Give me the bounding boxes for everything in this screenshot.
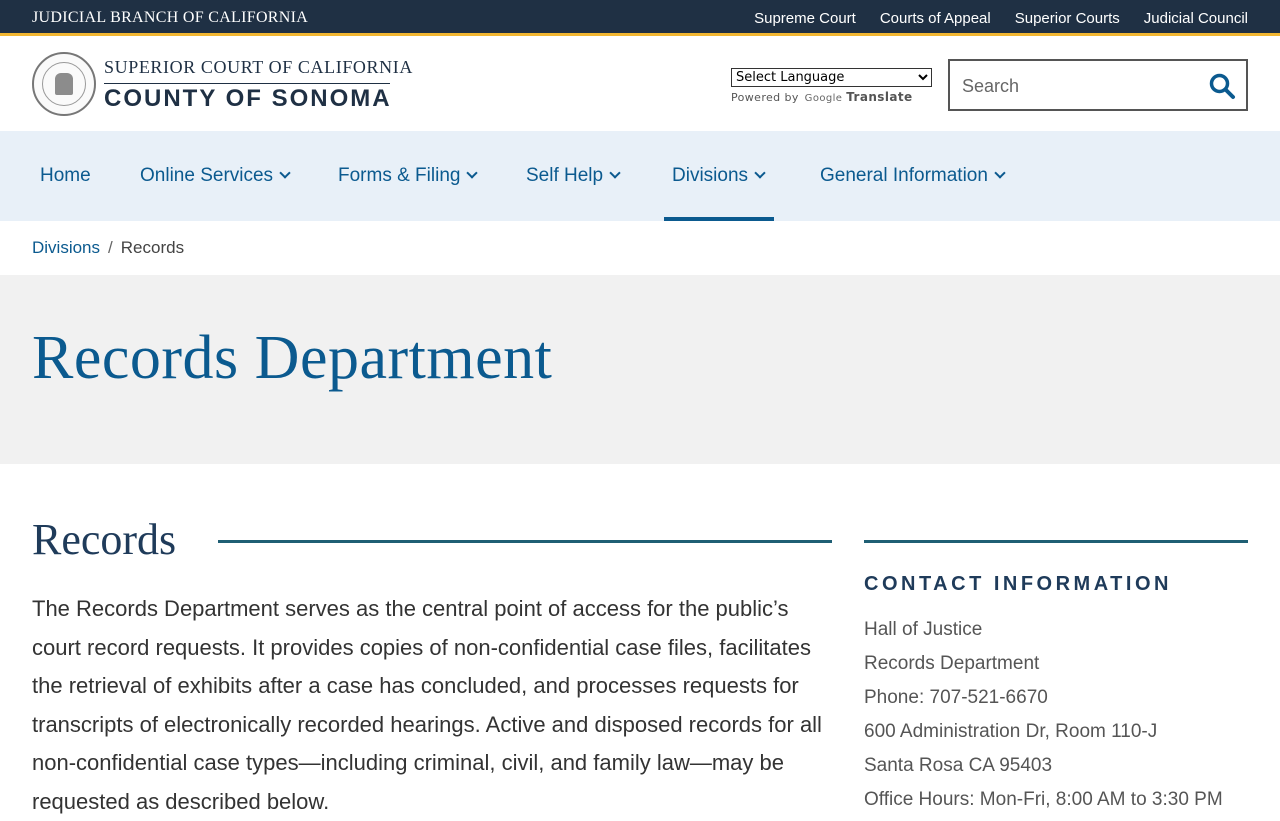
breadcrumb [32, 238, 184, 258]
contact-phone[interactable]: Phone: 707-521-6670 [864, 687, 1048, 708]
chevron-down-icon [754, 167, 765, 178]
search-icon[interactable] [1208, 72, 1236, 100]
search-input[interactable] [962, 71, 1202, 101]
records-description: The Records Department serves as the central point of access for the public’s court record requests. It provides copies of non-confidential case files, facilitates the retrieval of exhibits after a case has concluded, and processes requests for transcripts of electronically recorded hearings. Active and disposed records for all non-confidential case types—including criminal, civil, and family law—may be requested as described below. [32, 596, 822, 814]
breadcrumb-current: Records [120, 238, 185, 257]
nav-item-self-help[interactable] [526, 131, 619, 221]
site-header [0, 39, 1280, 131]
court-seal-logo[interactable] [32, 52, 96, 116]
sidebar-divider [864, 540, 1248, 543]
page-hero [0, 275, 1280, 464]
nav-item-general-information[interactable] [820, 131, 1004, 221]
nav-item-online-services[interactable] [140, 131, 289, 221]
powered-by-label: Powered by [731, 91, 799, 104]
section-title: Records [32, 515, 177, 564]
contact-info-list [864, 613, 1264, 817]
contact-department: Records Department [864, 653, 1040, 674]
chevron-down-icon [609, 167, 620, 178]
powered-by-google [731, 90, 932, 104]
main-navigation [0, 131, 1280, 221]
contact-location: Hall of Justice [864, 619, 983, 640]
logo-title-line1[interactable]: SUPERIOR COURT OF CALIFORNIA [104, 57, 413, 77]
judicial-branch-brand[interactable]: JUDICIAL BRANCH OF CALIFORNIA [32, 9, 309, 26]
breadcrumb-link-divisions[interactable]: Divisions [32, 238, 101, 257]
chevron-down-icon [279, 167, 290, 178]
nav-label: Divisions [672, 165, 749, 186]
top-links [754, 0, 1248, 36]
logo-divider [104, 83, 390, 84]
translate-label[interactable]: Translate [846, 90, 913, 104]
nav-label: Home [40, 165, 91, 186]
contact-info-heading: CONTACT INFORMATION [864, 573, 1172, 595]
link-supreme-court[interactable]: Supreme Court [754, 9, 856, 27]
nav-item-forms-filing[interactable] [338, 131, 476, 221]
link-superior-courts[interactable]: Superior Courts [1014, 9, 1120, 27]
language-select[interactable] [731, 68, 932, 87]
google-logo-text[interactable]: Google [804, 93, 843, 104]
contact-address-city: Santa Rosa CA 95403 [864, 755, 1053, 776]
link-judicial-council[interactable]: Judicial Council [1143, 9, 1248, 27]
contact-office-hours: Office Hours: Mon-Fri, 8:00 AM to 3:30 PM [864, 789, 1223, 810]
logo-title-line2[interactable]: COUNTY OF SONOMA [104, 85, 392, 112]
top-utility-bar [0, 0, 1280, 36]
chevron-down-icon [467, 167, 478, 178]
breadcrumb-separator: / [108, 238, 113, 257]
link-courts-of-appeal[interactable]: Courts of Appeal [879, 9, 991, 27]
google-translate-widget [731, 68, 932, 104]
nav-label: Online Services [140, 165, 274, 186]
section-divider [218, 540, 832, 543]
nav-label: Self Help [526, 165, 604, 186]
nav-item-divisions[interactable] [672, 131, 764, 221]
nav-item-home[interactable] [40, 131, 91, 221]
contact-address-street: 600 Administration Dr, Room 110-J [864, 721, 1158, 742]
search-box [948, 59, 1248, 111]
nav-label: General Information [820, 165, 988, 186]
page-title: Records Department [32, 324, 553, 392]
nav-label: Forms & Filing [338, 165, 461, 186]
chevron-down-icon [994, 167, 1005, 178]
